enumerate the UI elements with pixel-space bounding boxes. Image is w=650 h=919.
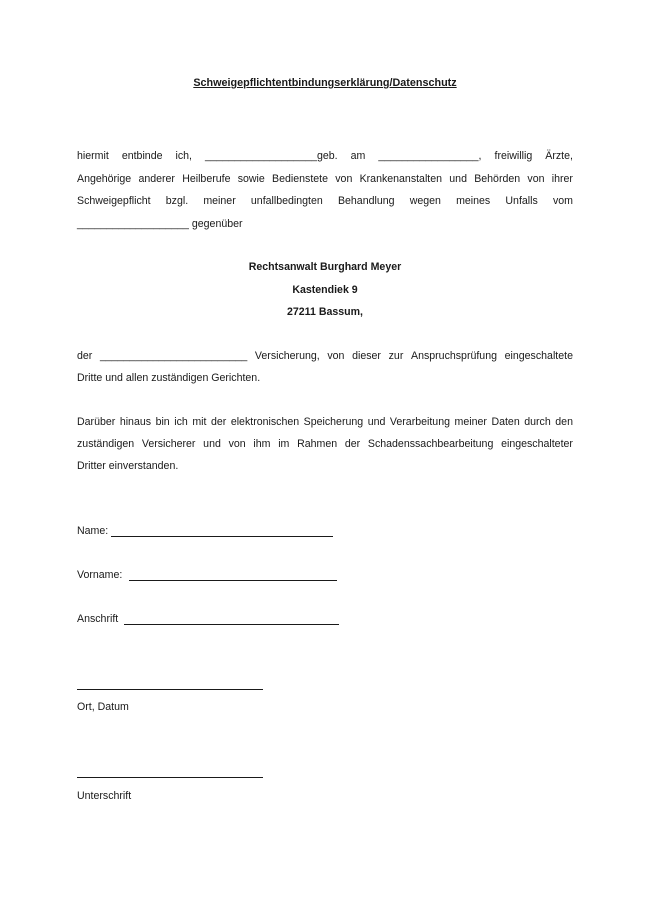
para1-line2 xyxy=(77,172,573,186)
para1-line4: ___________________ gegenüber xyxy=(77,218,243,230)
word: meiner xyxy=(203,195,236,207)
vorname-label: Vorname: xyxy=(77,569,123,581)
word: Darüber xyxy=(77,416,116,428)
ort-datum-label: Ort, Datum xyxy=(77,701,129,713)
word: der xyxy=(77,350,93,362)
word: zuständigen xyxy=(77,438,135,450)
lawyer-street: Kastendiek 9 xyxy=(292,284,358,296)
word: mit xyxy=(192,416,207,428)
word: und xyxy=(367,416,386,428)
word: entbinde xyxy=(121,150,163,162)
word: Rahmen xyxy=(297,438,338,450)
word: und xyxy=(203,438,221,450)
word: freiwillig xyxy=(494,150,533,162)
word: am xyxy=(350,150,366,162)
word: sowie xyxy=(237,173,265,185)
word: den xyxy=(555,416,573,428)
word: durch xyxy=(524,416,551,428)
name-field[interactable] xyxy=(111,536,333,537)
para1-line1 xyxy=(77,149,573,163)
word: eingeschalteter xyxy=(501,438,573,450)
lawyer-name: Rechtsanwalt Burghard Meyer xyxy=(248,261,402,273)
word: eingeschaltete xyxy=(504,350,573,362)
word: hiermit xyxy=(77,150,109,162)
word: _________________________ xyxy=(99,350,248,362)
word: bzgl. xyxy=(165,195,189,207)
para1-line3 xyxy=(77,194,573,208)
word: Bedienstete xyxy=(272,173,329,185)
word: unfallbedingten xyxy=(250,195,323,207)
word: ___________________geb. xyxy=(205,150,338,162)
word: Verarbeitung xyxy=(389,416,450,428)
word: von xyxy=(327,350,345,362)
word: ich xyxy=(174,416,188,428)
word: im xyxy=(278,438,290,450)
word: Behandlung xyxy=(337,195,395,207)
word: wegen xyxy=(409,195,441,207)
anschrift-field[interactable] xyxy=(124,624,339,625)
word: dieser xyxy=(352,350,381,362)
word: Unfalls xyxy=(505,195,538,207)
word: der xyxy=(210,416,227,428)
word: vom xyxy=(552,195,573,207)
word: bin xyxy=(155,416,170,428)
word: anderer xyxy=(138,173,175,185)
word: Schadenssachbearbeitung xyxy=(367,438,494,450)
para3-line3: Dritter einverstanden. xyxy=(77,460,179,472)
word: meiner xyxy=(454,416,487,428)
word: Anspruchsprüfung xyxy=(411,350,497,362)
word: zur xyxy=(388,350,404,362)
unterschrift-label: Unterschrift xyxy=(77,790,132,802)
document-title: Schweigepflichtentbindungserklärung/Datenschutz xyxy=(193,77,457,89)
word: Angehörige xyxy=(77,173,132,185)
word: von xyxy=(228,438,246,450)
word: und xyxy=(449,173,467,185)
para2-line2: Dritte und allen zuständigen Gerichten. xyxy=(77,372,261,384)
word: Versicherer xyxy=(141,438,196,450)
word: Heilberufe xyxy=(182,173,231,185)
word: Behörden xyxy=(474,173,521,185)
ort-datum-line[interactable] xyxy=(77,689,263,690)
word: ihm xyxy=(253,438,271,450)
word: ihrer xyxy=(551,173,573,185)
word: Krankenanstalten xyxy=(359,173,443,185)
word: meines xyxy=(456,195,491,207)
word: elektronischen xyxy=(230,416,300,428)
lawyer-city: 27211 Bassum, xyxy=(287,306,363,318)
word: Ärzte, xyxy=(545,150,573,162)
word: der xyxy=(344,438,361,450)
word: ich, xyxy=(175,150,193,162)
word: Speicherung xyxy=(303,416,364,428)
unterschrift-line[interactable] xyxy=(77,777,263,778)
word: Daten xyxy=(491,416,520,428)
para2-line1 xyxy=(77,349,573,363)
name-label: Name: xyxy=(77,525,109,537)
para3-line1 xyxy=(77,415,573,429)
anschrift-label: Anschrift xyxy=(77,613,119,625)
word: Schweigepflicht xyxy=(77,195,151,207)
word: _________________, xyxy=(378,150,482,162)
para3-line2 xyxy=(77,437,573,451)
word: hinaus xyxy=(119,416,152,428)
vorname-field[interactable] xyxy=(129,580,337,581)
word: von xyxy=(335,173,353,185)
word: von xyxy=(527,173,545,185)
word: Versicherung, xyxy=(254,350,320,362)
